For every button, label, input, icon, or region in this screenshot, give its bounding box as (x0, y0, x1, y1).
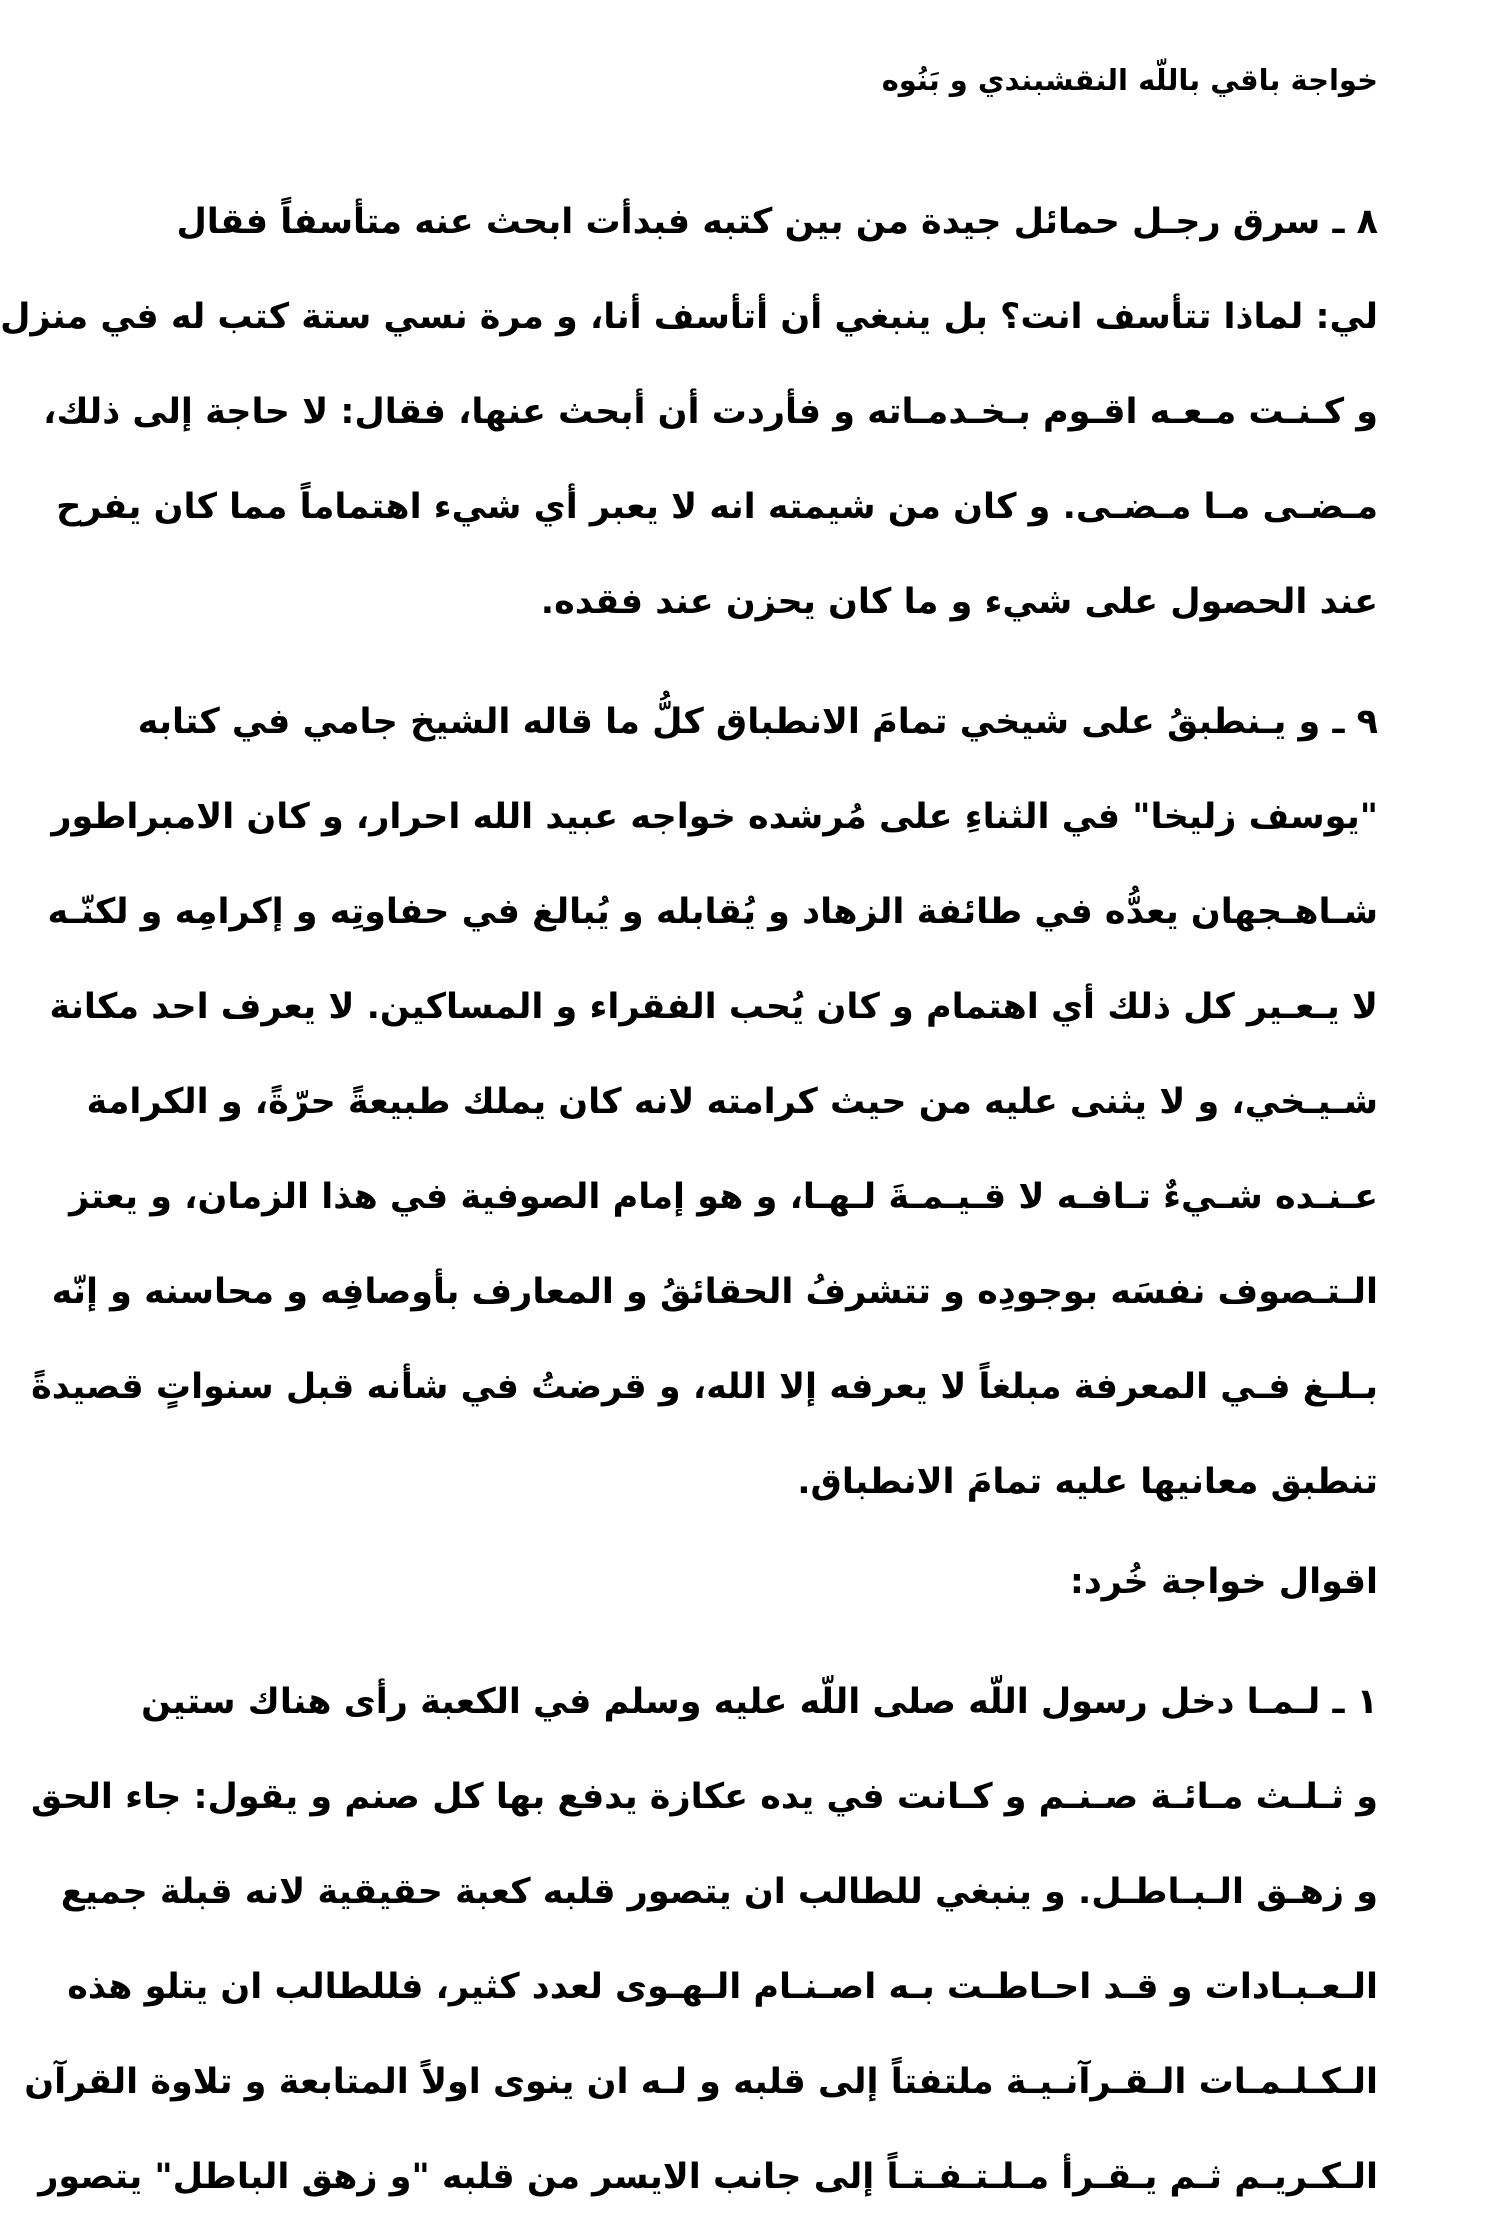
book-page (0, 40, 1378, 2197)
text-line: عند الحصول على شيء و ما كان يحزن عند فقده. (540, 582, 1378, 622)
text-line: لي: لماذا تتأسف انت؟ بل ينبغي أن أتأسف أنا، و مرة نسي ستة كتب له في منزل (0, 297, 1378, 337)
text-line: الـكـريـم ثـم يـقـرأ مـلـتـفـتـاً إلى جانب الايسر من قلبه "و زهق الباطل" يتصور (38, 2157, 1378, 2197)
text-line: و زهـق الـبـاطـل. و ينبغي للطالب ان يتصور قلبه كعبة حقيقية لانه قبلة جميع (60, 1872, 1378, 1912)
text-line: بـلـغ فـي المعرفة مبلغاً لا يعرفه إلا الله، و قرضتُ في شأنه قبل سنواتٍ قصيدةً (31, 1367, 1378, 1407)
text-line: و كـنـت مـعـه اقـوم بـخـدمـاته و فأردت أن أبحث عنها، فقال: لا حاجة إلى ذلك، (43, 392, 1378, 432)
paragraph-item-8 (0, 175, 1378, 650)
text-line: الـعـبـادات و قـد احـاطـت بـه اصـنـام الـهـوى لعدد كثير، فللطالب ان يتلو هذه (67, 1967, 1378, 2007)
text-line: شـاهـجهان يعدُّه في طائفة الزهاد و يُقابله و يُبالغ في حفاوتِه و إكرامِه و لكنّـه (47, 892, 1378, 932)
paragraph-item-9 (31, 675, 1378, 1530)
text-line: "يوسف زليخا" في الثناءِ على مُرشده خواجه عبيد الله احرار، و كان الامبراطور (51, 797, 1378, 837)
text-line: لا يـعـير كل ذلك أي اهتمام و كان يُحب الفقراء و المساكين. لا يعرف احد مكانة (49, 987, 1378, 1027)
text-line: شـيـخي، و لا يثنى عليه من حيث كرامته لانه كان يملك طبيعةً حرّةً، و الكرامة (86, 1082, 1378, 1122)
text-line: و ثـلـث مـائـة صـنـم و كـانت في يده عكازة يدفع بها كل صنم و يقول: جاء الحق (31, 1777, 1378, 1817)
text-line: ٨ ـ سرق رجـل حمائل جيدة من بين كتبه فبدأت ابحث عنه متأسفاً فقال (176, 202, 1378, 242)
paragraph-saying-1 (24, 1655, 1378, 2225)
text-line: ١ ـ لـمـا دخل رسول اللّه صلى اللّه عليه وسلم في الكعبة رأى هناك ستين (141, 1682, 1378, 1722)
text-line: عـنـده شـيءٌ تـافـه لا قـيـمـةَ لـهـا، و هو إمام الصوفية في هذا الزمان، و يعتز (69, 1177, 1378, 1217)
text-line: ٩ ـ و يـنطبقُ على شيخي تمامَ الانطباق كلُّ ما قاله الشيخ جامي في كتابه (137, 702, 1378, 742)
text-line: مـضـى مـا مـضـى. و كان من شيمته انه لا يعبر أي شيء اهتماماً مما كان يفرح (56, 487, 1378, 527)
running-header: خواجة باقي باللّه النقشبندي و بَنُوه (881, 63, 1378, 97)
section-heading: اقوال خواجة خُرد: (1069, 1562, 1378, 1602)
text-line: الـكـلـمـات الـقـرآنـيـة ملتفتاً إلى قلبه و لـه ان ينوى اولاً المتابعة و تلاوة القرآن (24, 2062, 1378, 2102)
text-line: تنطبق معانيها عليه تمامَ الانطباق. (797, 1462, 1378, 1502)
text-line: الـتـصوف نفسَه بوجودِه و تتشرفُ الحقائقُ و المعارف بأوصافِه و محاسنه و إنّه (51, 1272, 1378, 1312)
